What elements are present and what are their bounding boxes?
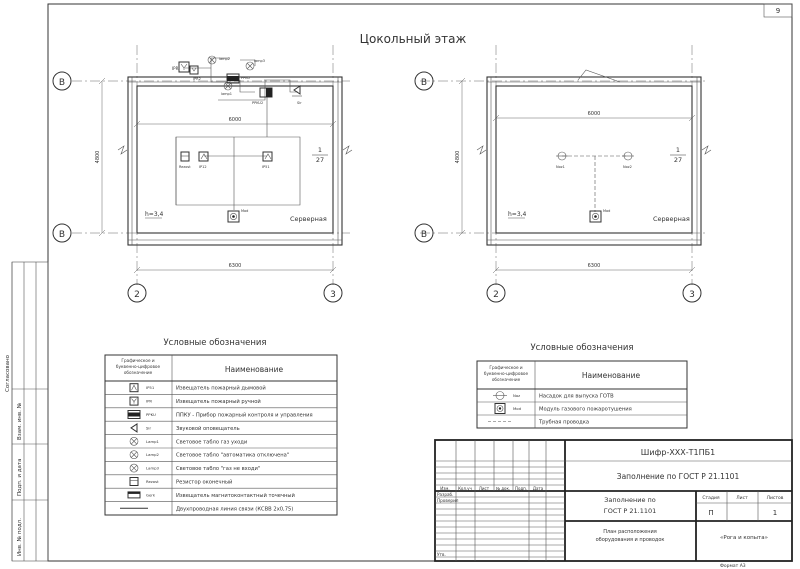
dim-left: 4800 [95,150,101,164]
lamp-icon [130,437,138,445]
axis-row-top: В [420,78,428,88]
side-stamp-inv: Инв. № подл. [17,518,23,556]
axis-col-left: 2 [134,290,140,300]
legend-code: Gerk [146,492,156,498]
control-panel-icon [227,74,239,83]
role-approved: Утв. [437,552,446,557]
legend-right [477,343,687,428]
control-panel-icon [260,88,272,97]
legend-item-name: ППКУ - Прибор пожарный контроля и управления [176,412,313,419]
legend-item-name: Извещатель магнитоконтактный точечный [176,492,295,499]
dim-bottom: 6300 [228,263,242,269]
legend-item-name: Световое табло газ уходи [176,439,248,446]
manual-call-point-icon [179,62,189,72]
legend-left-header-name: Наименование [224,365,284,374]
device-label: PPKU2 [252,101,264,105]
device-label: Mod [241,209,249,213]
device-label: IPR2 [193,77,201,81]
legend-left-header-symbol-1: Графическое и [121,358,155,363]
drawing-name-line2: оборудования и проводок [595,537,665,543]
room-area: 27 [315,156,325,164]
doc-cipher: Шифр-ХХХ-Т1ПБ1 [640,448,716,457]
legend-left-header-symbol-2: буквенно-цифровое [115,364,161,369]
sheet-name-line1: Заполнение по [604,496,656,504]
smoke-detector-icon [199,152,208,161]
col-sheets: Листов [766,496,784,501]
axis-col-right: 3 [689,290,695,300]
lamp-icon [208,56,216,64]
legend-code: Lamp2 [146,452,159,458]
role-checker: Проверил [437,498,459,503]
room-name: Серверная [290,215,327,223]
device-label: Noz2 [623,165,632,169]
nozzle-icon [622,152,634,160]
legend-item-name: Трубная проводка [539,419,590,426]
legend-item-name: Резистор оконечный [176,479,233,486]
change-header-koluch: Кол.уч [458,486,472,491]
device-label: Rezost [179,165,191,169]
company-name: «Рога и копыта» [720,535,768,541]
control-panel-icon [128,411,140,419]
plan-left [53,45,352,302]
device-label: IPR [172,66,179,71]
change-header-podp: Подп. [514,486,528,491]
manual-call-point-icon [130,397,138,405]
legend-code: PPKU [146,412,156,417]
legend-item-name: Насадок для выпуска ГОТВ [539,393,614,400]
dim-left: 4800 [455,150,461,164]
col-stage: Стадия [702,496,720,501]
change-header-date: Дата [532,486,544,491]
legend-code: Noz [513,393,521,398]
side-stamp-sign-date: Подп. и дата [17,458,23,496]
legend-right-header-symbol-1: Графическое и [489,365,523,370]
legend-item-name: Извещатель пожарный дымовой [176,385,266,392]
legend-item-name: Световое табло "газ не входи" [176,466,261,473]
legend-code: Lamp3 [146,465,159,471]
side-stamp-agreed: Согласовано [5,355,11,392]
title-block [435,440,792,561]
magnetic-contact-icon [128,492,140,498]
plan-right [415,45,711,302]
drawing-name-line1: План расположения [603,529,657,535]
legend-code: Sir [146,425,152,431]
page-number: 9 [775,7,781,15]
legend-left-title: Условные обозначения [163,338,267,348]
doc-name: Заполнение по ГОСТ Р 21.1101 [616,472,740,481]
legend-item-name: Звуковой оповещатель [176,425,240,432]
legend-code: Rezost [146,479,159,484]
sheets-value: 1 [772,509,778,517]
extinguishing-module-icon [495,404,505,414]
side-stamp [5,262,48,561]
legend-code: IPR [146,398,153,404]
device-label: IP12 [199,165,207,169]
sheet-title: Цокольный этаж [359,32,467,46]
legend-item-name: Извещатель пожарный ручной [176,399,261,406]
axis-row-bottom: В [58,230,66,240]
lamp-icon [246,62,254,70]
room-number: 1 [317,146,323,154]
change-header-izm: Изм. [440,486,450,491]
axis-col-left: 2 [493,290,499,300]
dim-top: 6000 [228,117,242,123]
axis-row-top: В [58,78,66,88]
legend-right-title: Условные обозначения [530,343,634,353]
lamp-icon [130,451,138,459]
legend-item-name: Двухпроводная линия связи (КСВВ 2х0,75) [176,506,294,513]
device-label: Mod [603,209,611,213]
col-sheet: Лист [736,496,748,501]
extinguishing-module-icon [590,211,601,222]
legend-right-header-symbol-2: буквенно-цифровое [483,371,529,376]
axis-col-right: 3 [330,290,336,300]
role-developer: Разраб. [437,492,454,497]
manual-call-point-icon [190,66,198,74]
legend-code: Mod [513,406,522,411]
level-mark: h=3,4 [508,211,527,218]
device-label: PPKU [241,76,250,80]
legend-right-header-symbol-3: обозначение [491,377,521,382]
legend-left-header-symbol-3: обозначение [123,370,153,375]
legend-item-name: Световое табло "автоматика отключена" [176,452,290,459]
change-header-list: Лист [478,486,490,491]
device-label: Sir [297,101,302,105]
nozzle-icon [493,392,507,400]
sheet-name-line2: ГОСТ Р 21.1101 [603,507,657,515]
device-label: lamp3 [254,59,265,63]
change-header-ndok: № док. [495,486,511,491]
side-stamp-replace: Взам. инв. № [17,402,23,440]
dim-top: 6000 [587,111,601,117]
sheet-format: Формат А3 [720,564,746,569]
axis-row-bottom: В [420,230,428,240]
legend-code: Lamp1 [146,438,159,444]
device-label: lamp1 [221,92,232,96]
terminal-resistor-icon [130,478,138,486]
nozzle-icon [556,152,568,160]
smoke-detector-icon [263,152,272,161]
lamp-icon [130,464,138,472]
smoke-detector-icon [130,384,138,392]
dim-bottom: 6300 [587,263,601,269]
sounder-icon [131,424,137,432]
legend-item-name: Модуль газового пожаротушения [539,406,632,413]
legend-code: IP51 [146,385,155,391]
terminal-resistor-icon [181,152,189,161]
legend-right-header-name: Наименование [581,371,641,380]
room-area: 27 [673,156,683,164]
legend-left [105,338,337,515]
room-number: 1 [675,146,681,154]
device-label: lamp2 [219,57,230,61]
device-label: IP51 [262,165,270,169]
device-label: Noz1 [556,165,565,169]
left-plan-devices [172,56,302,222]
extinguishing-module-icon [228,211,239,222]
level-mark: h=3,4 [145,211,164,218]
sounder-icon [292,86,302,96]
room-name: Серверная [653,215,690,223]
stage-value: П [708,509,714,517]
